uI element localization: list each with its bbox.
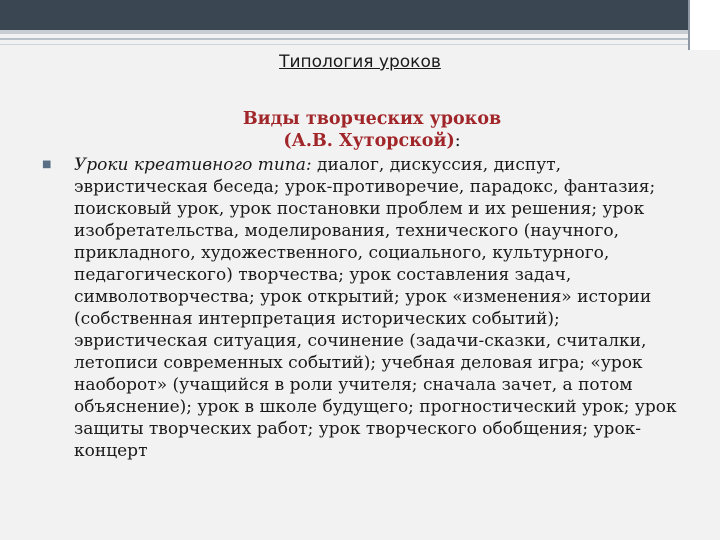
corner-decoration: [688, 0, 720, 50]
slide-title: Типология уроков: [279, 52, 441, 72]
header-divider-line-thin: [0, 44, 690, 45]
bullet-lead: Уроки креативного типа:: [74, 155, 312, 175]
header-accent-stripe: [0, 30, 720, 34]
heading-author: (А.В. Хуторской): [283, 131, 455, 151]
bullet-paragraph: [74, 154, 688, 462]
section-heading: [212, 108, 532, 152]
heading-line-1: Виды творческих уроков: [242, 109, 502, 129]
bullet-text: диалог, дискуссия, диспут, эвристическая беседа; урок-противоречие, парадокс, фантазия; поисковый урок, урок постановки проблем и их решения; урок изобретательства, моделирования, технического (научного, прикладного, художественного, социального, культурного, педагогического) творчества; урок составления задач, символотворчества; урок открытий; урок «изменения» истории (собственная интерпретация исторических событий); эвристическая ситуация, сочинение (задачи-сказки, считалки, летописи современных событий); учебная деловая игра; «урок наоборот» (учащийся в роли учителя; сначала зачет, а потом объяснение); урок в школе будущего; прогностический урок; урок защиты творческих работ; урок творческого обобщения; урок-концерт: [74, 155, 677, 461]
square-bullet-icon: ■: [42, 159, 52, 170]
header-divider-line: [0, 38, 690, 40]
heading-line-2: [212, 130, 532, 152]
slide-body: [42, 154, 688, 462]
header-bar: [0, 0, 720, 30]
heading-colon: :: [454, 131, 461, 151]
